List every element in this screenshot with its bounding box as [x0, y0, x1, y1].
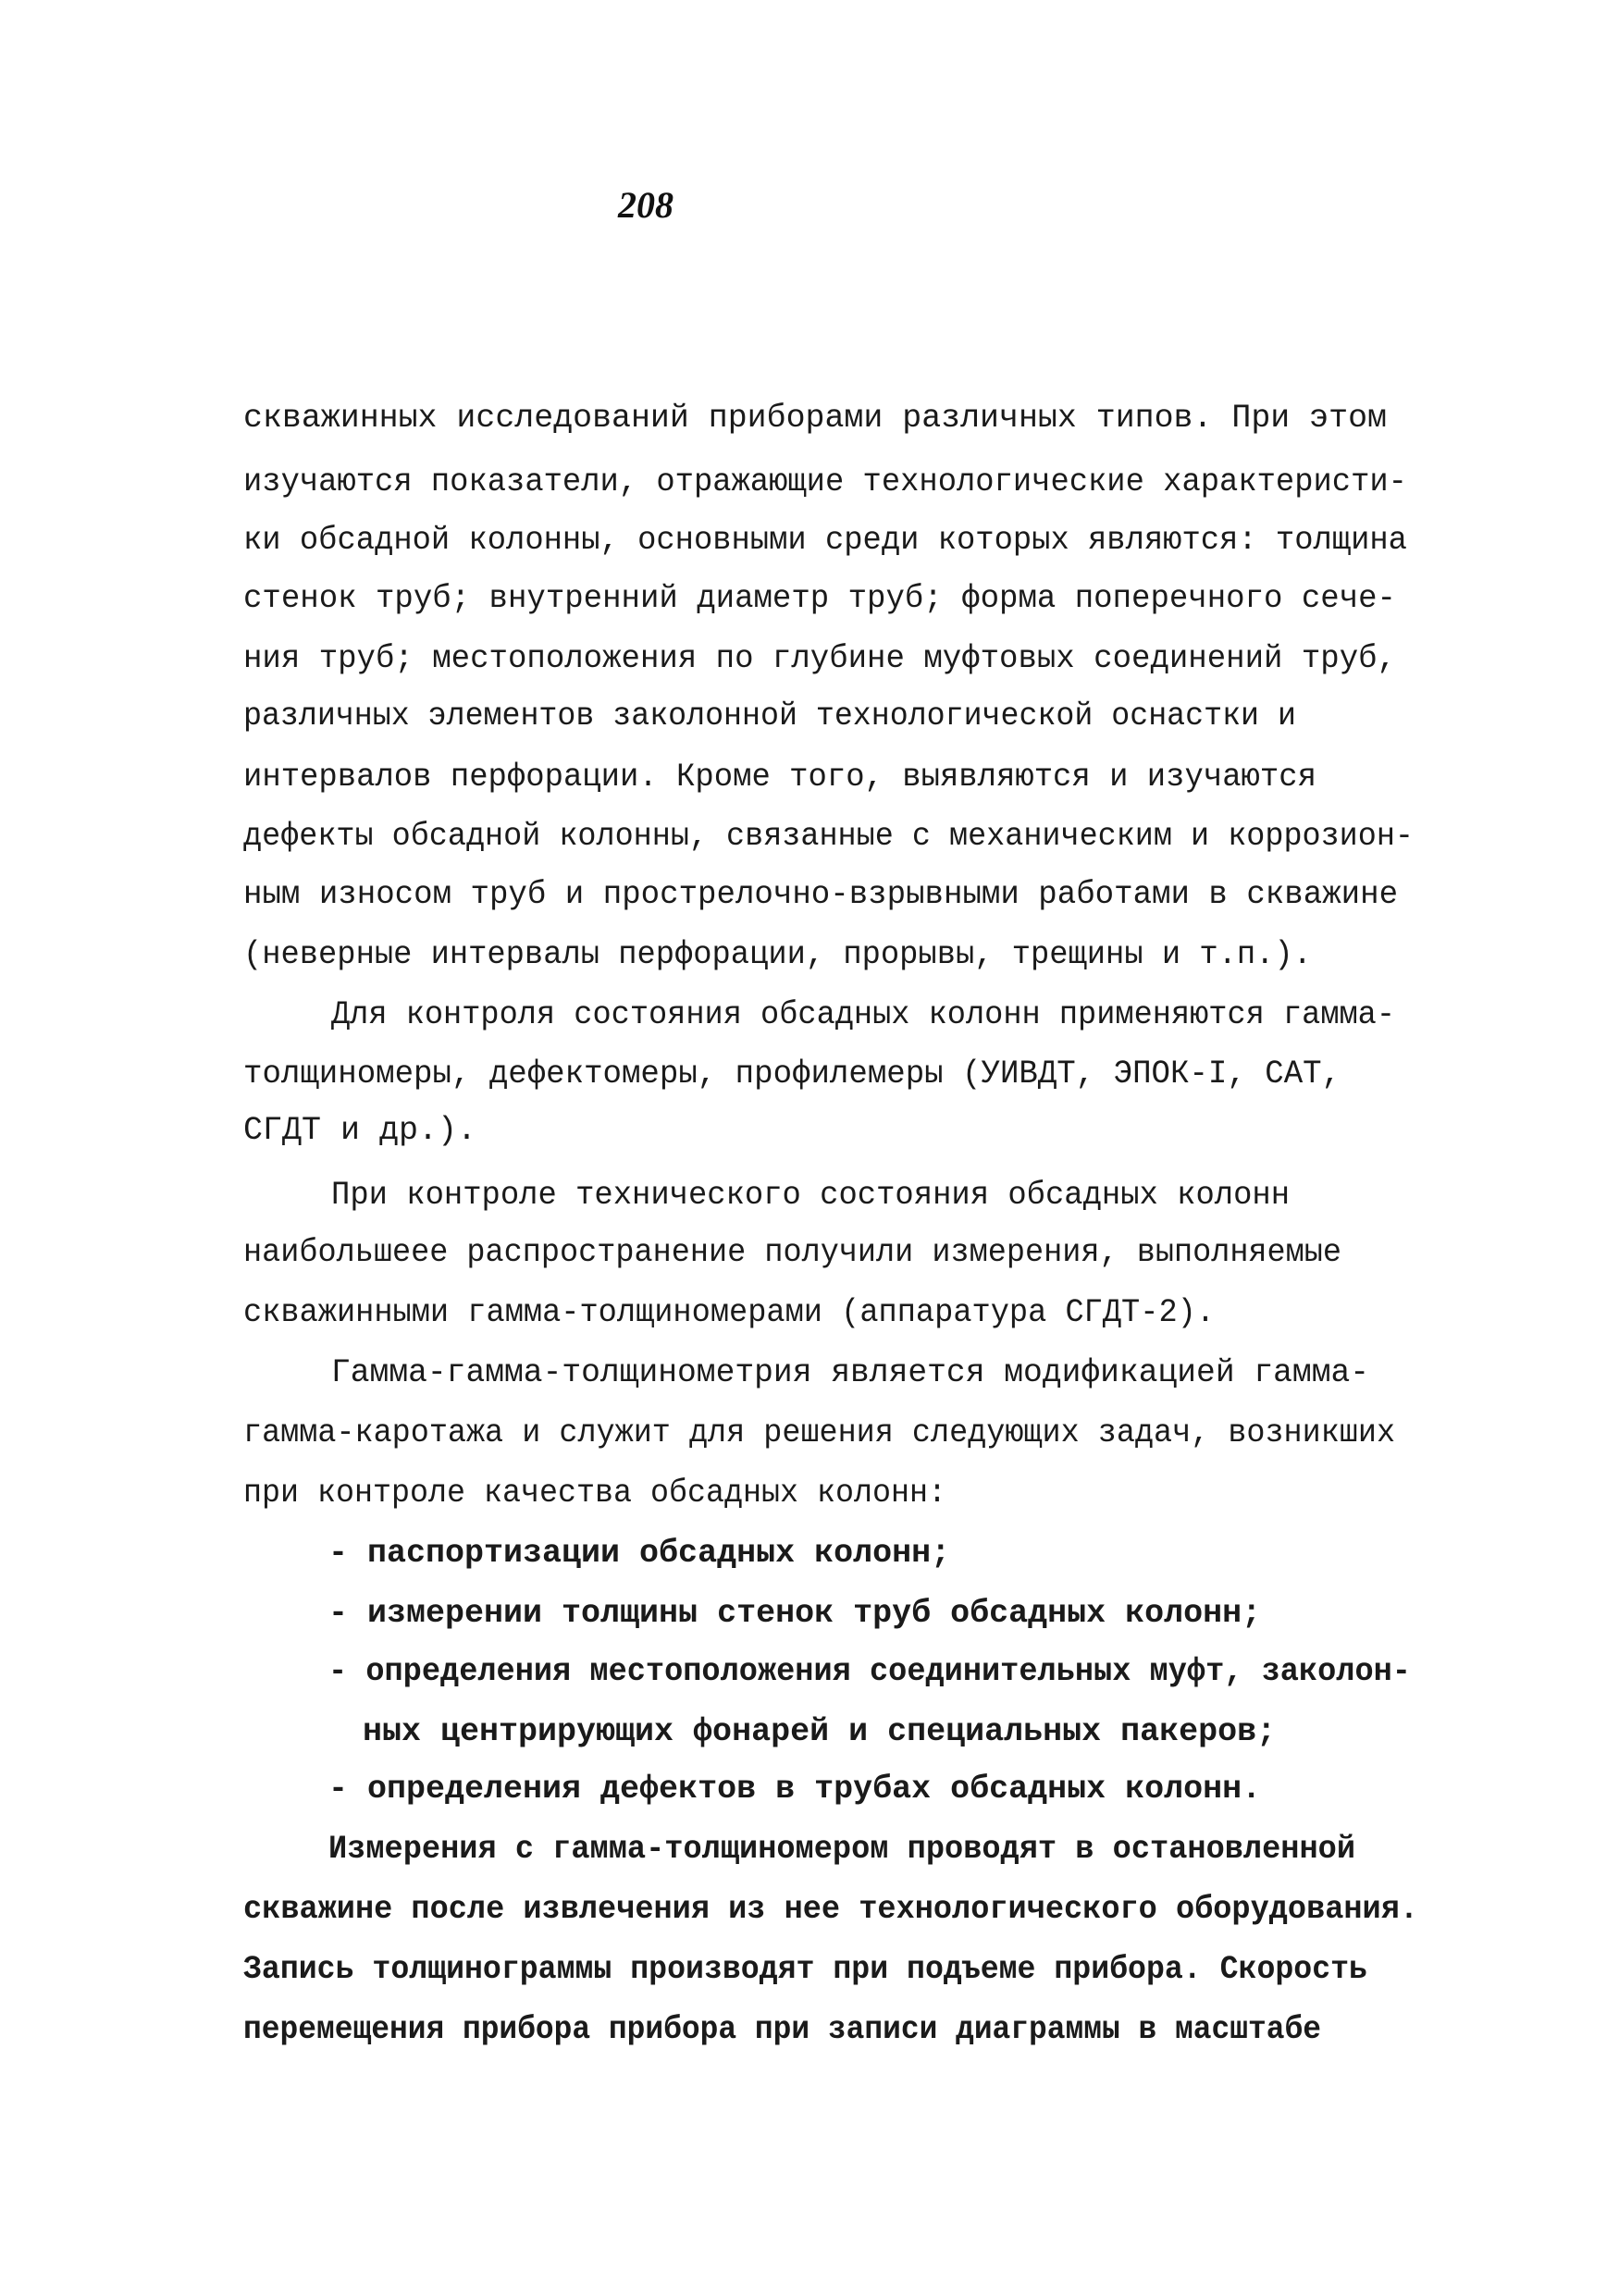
- text-line: ным износом труб и прострелочно-взрывными работами в скважине: [243, 876, 1399, 913]
- text-line: стенок труб; внутренний диаметр труб; форма поперечного сече-: [243, 580, 1396, 617]
- text-line: ния труб; местоположения по глубине муфтовых соединений труб,: [243, 640, 1396, 677]
- text-line: наибольшеее распространение получили измерения, выполняемые: [243, 1234, 1342, 1271]
- text-line: Измерения с гамма-толщиномером проводят в остановленной: [328, 1831, 1356, 1868]
- text-line: скважинных исследований приборами различных типов. При этом: [243, 400, 1387, 437]
- text-line: различных элементов заколонной технологической оснастки и: [243, 697, 1296, 734]
- text-line: гамма-каротажа и служит для решения следующих задач, возникших: [243, 1414, 1396, 1451]
- text-line: При контроле технического состояния обсадных колонн: [331, 1177, 1291, 1214]
- text-line: Гамма-гамма-толщинометрия является модификацией гамма-: [331, 1354, 1370, 1391]
- page-number: 208: [618, 184, 674, 226]
- list-item: - паспортизации обсадных колонн;: [328, 1535, 951, 1572]
- text-line: скважинными гамма-толщиномерами (аппаратура СГДТ-2).: [243, 1294, 1216, 1331]
- text-line: при контроле качества обсадных колонн:: [243, 1475, 946, 1512]
- list-item: ных центрирующих фонарей и специальных пакеров;: [363, 1713, 1277, 1750]
- text-line: Запись толщинограммы производят при подъеме прибора. Скорость: [243, 1951, 1367, 1988]
- text-line: скважине после извлечения из нее технологического оборудования.: [243, 1891, 1419, 1928]
- text-line: дефекты обсадной колонны, связанные с механическим и коррозион-: [243, 818, 1414, 855]
- list-item: - определения местоположения соединительных муфт, заколон-: [328, 1653, 1411, 1690]
- text-line: интервалов перфорации. Кроме того, выявляются и изучаются: [243, 759, 1316, 796]
- text-line: толщиномеры, дефектомеры, профилемеры (УИВДТ, ЭПОК-I, САТ,: [243, 1055, 1341, 1092]
- text-line: ки обсадной колонны, основными среди которых являются: толщина: [243, 522, 1407, 559]
- text-line: СГДТ и др.).: [243, 1112, 477, 1149]
- text-line: изучаются показатели, отражающие технологические характеристи-: [243, 463, 1407, 500]
- text-line: Для контроля состояния обсадных колонн применяются гамма-: [331, 996, 1396, 1033]
- text-line: (неверные интервалы перфорации, прорывы, трещины и т.п.).: [243, 936, 1312, 973]
- list-item: - определения дефектов в трубах обсадных колонн.: [328, 1771, 1262, 1808]
- list-item: - измерении толщины стенок труб обсадных колонн;: [328, 1595, 1262, 1632]
- text-line: перемещения прибора прибора при записи диаграммы в масштабе: [243, 2011, 1321, 2048]
